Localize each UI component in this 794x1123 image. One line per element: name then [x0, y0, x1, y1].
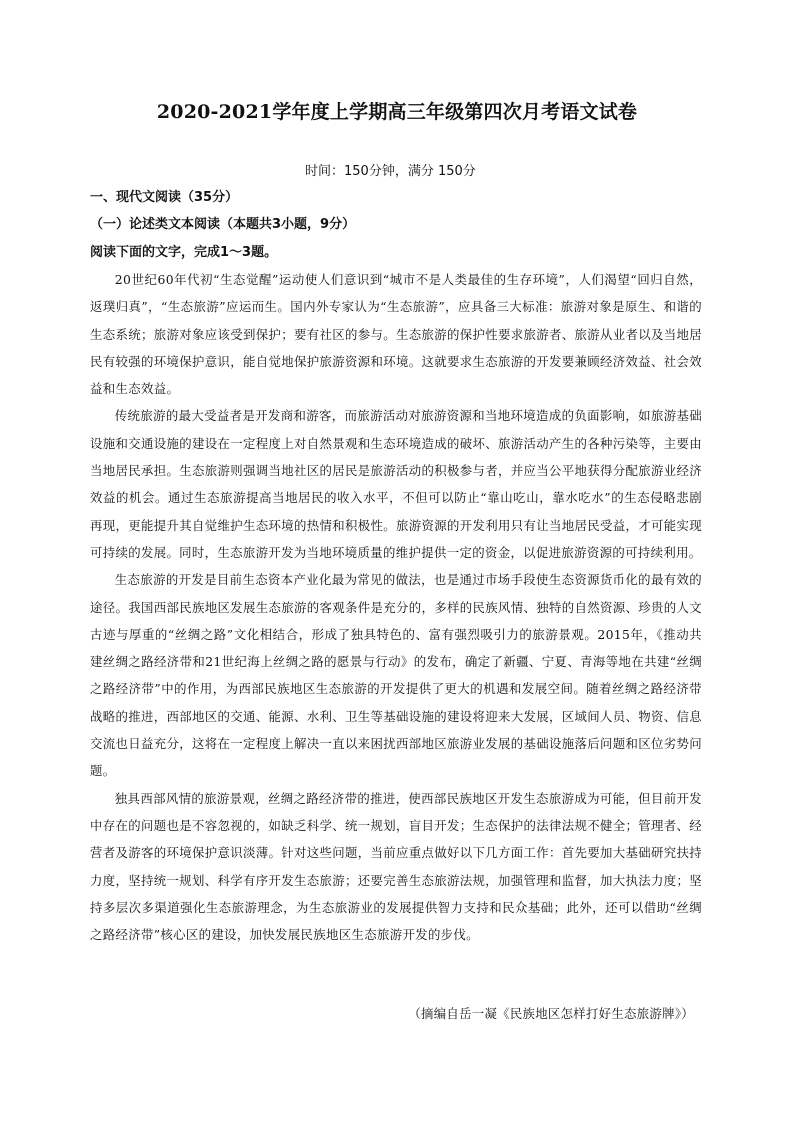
- passage-paragraph-3: 生态旅游的开发是目前生态资本产业化最为常见的做法，也是通过市场手段使生态资源货币化的最有效的途径。我国西部民族地区发展生态旅游的客观条件是充分的，多样的民族风情、独特的自然资源、珍贵的人文古迹与厚重的“丝绸之路”文化相结合，形成了独具特色的、富有强烈吸引力的旅游景观。2015年，《推动共建丝绸之路经济带和21世纪海上丝绸之路的愿景与行动》的发布，确定了新疆、宁夏、青海等地在共建“丝绸之路经济带”中的作用，为西部民族地区生态旅游的开发提供了更大的机遇和发展空间。随着丝绸之路经济带战略的推进，西部地区的交通、能源、水利、卫生等基础设施的建设将迎来大发展，区域间人员、物资、信息交流也日益充分，这将在一定程度上解决一直以来困扰西部地区旅游业发展的基础设施落后问题和区位劣势问题。: [90, 572, 702, 779]
- reading-passage: [90, 266, 702, 948]
- exam-title: 2020-2021学年度上学期高三年级第四次月考语文试卷: [156, 101, 638, 123]
- passage-paragraph-2: 传统旅游的最大受益者是开发商和游客，而旅游活动对旅游资源和当地环境造成的负面影响，如旅游基础设施和交通设施的建设在一定程度上对自然景观和生态环境造成的破坏、旅游活动产生的各种污染等，主要由当地居民承担。生态旅游则强调当地社区的居民是旅游活动的积极参与者，并应当公平地获得分配旅游业经济效益的机会。通过生态旅游提高当地居民的收入水平，不但可以防止“靠山吃山，靠水吃水”的生态侵略悲剧再现，更能提升其自觉维护生态环境的热情和积极性。旅游资源的开发利用只有让当地居民受益，才可能实现可持续的发展。同时，生态旅游开发为当地环境质量的维护提供一定的资金，以促进旅游资源的可持续利用。: [90, 408, 702, 560]
- subsection-heading: （一）论述类文本阅读（本题共3小题，9分）: [90, 217, 356, 232]
- passage-source: （摘编自岳一凝《民族地区怎样打好生态旅游牌》）: [408, 1006, 694, 1021]
- passage-paragraph-1: 20世纪60年代初“生态觉醒”运动使人们意识到“城市不是人类最佳的生存环境”，人们渴望“回归自然，返璞归真”，“生态旅游”应运而生。国内外专家认为“生态旅游”，应具备三大标准：旅游对象是原生、和谐的生态系统；旅游对象应该受到保护；要有社区的参与。生态旅游的保护性要求旅游者、旅游从业者以及当地居民有较强的环境保护意识，能自觉地保护旅游资源和环境。这就要求生态旅游的开发要兼顾经济效益、社会效益和生态效益。: [90, 272, 702, 397]
- section-heading: 一、现代文阅读（35分）: [90, 190, 239, 205]
- reading-instruction: 阅读下面的文字，完成1～3题。: [90, 245, 278, 260]
- time-and-score: 时间：150分钟，满分 150分: [305, 164, 476, 179]
- passage-paragraph-4: 独具西部风情的旅游景观，丝绸之路经济带的推进，使西部民族地区开发生态旅游成为可能，但目前开发中存在的问题也是不容忽视的，如缺乏科学、统一规划，盲目开发；生态保护的法律法规不健全；管理者、经营者及游客的环境保护意识淡薄。针对这些问题，当前应重点做好以下几方面工作：首先要加大基础研究扶持力度，坚持统一规划、科学有序开发生态旅游；还要完善生态旅游法规，加强管理和监督，加大执法力度；坚持多层次多渠道强化生态旅游理念，为生态旅游业的发展提供智力支持和民众基础；此外，还可以借助“丝绸之路经济带”核心区的建设，加快发展民族地区生态旅游开发的步伐。: [90, 790, 702, 943]
